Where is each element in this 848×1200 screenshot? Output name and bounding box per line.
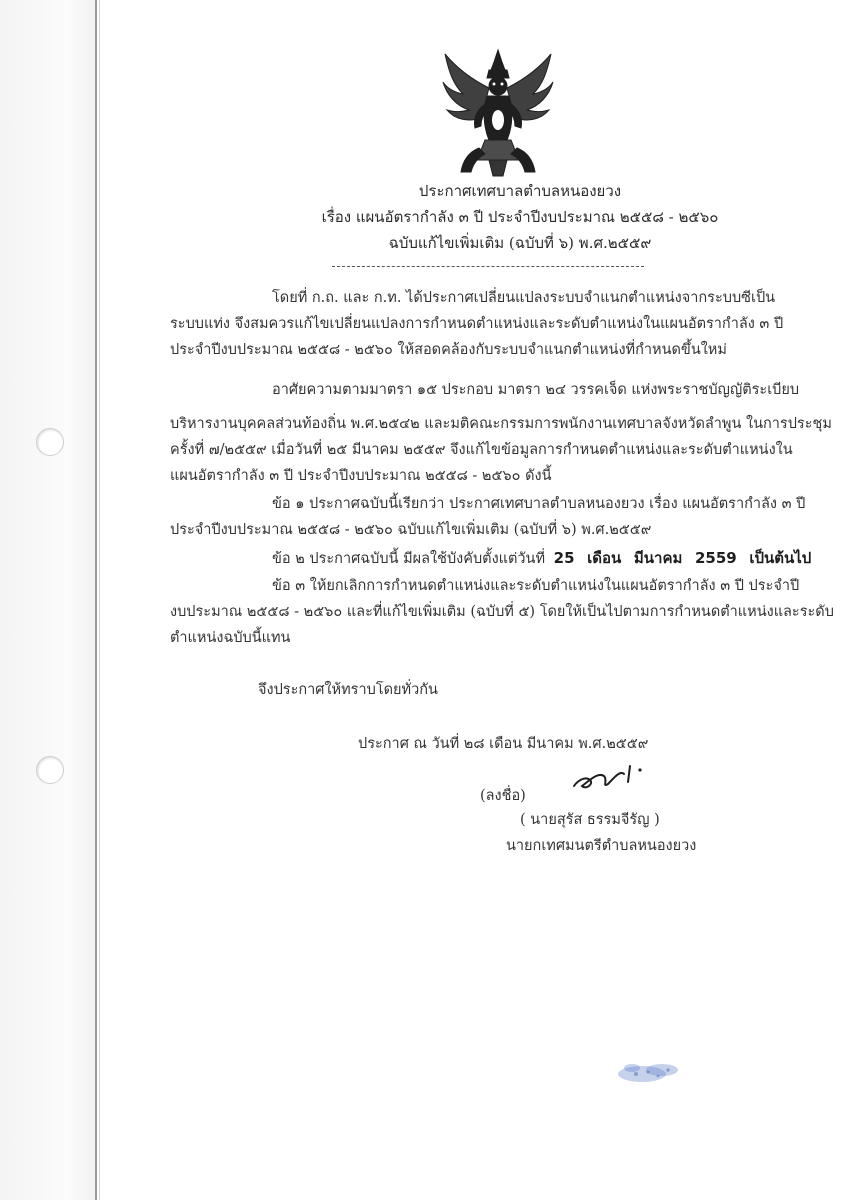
para2-line: บริหารงานบุคคลส่วนท้องถิ่น พ.ศ.๒๕๔๒ และมติคณะกรรมการพนักงานเทศบาลจังหวัดลำพูน ในการประชุม [170, 416, 832, 432]
para2-line: ครั้งที่ ๗/๒๕๕๙ เมื่อวันที่ ๒๕ มีนาคม ๒๕๕๙ จึงแก้ไขข้อมูลการกำหนดตำแหน่งและระดับตำแหน่งใน [170, 442, 793, 458]
clause3-line: ตำแหน่งฉบับนี้แทน [170, 630, 291, 646]
effective-month-label: เดือน [587, 549, 622, 567]
punch-hole-bottom [36, 756, 64, 784]
signature-icon [568, 762, 660, 796]
fold-line [95, 0, 97, 1200]
para1-line: ระบบแท่ง จึงสมควรแก้ไขเปลี่ยนแปลงการกำหนดตำแหน่งและระดับตำแหน่งในแผนอัตรากำลัง ๓ ปี [170, 316, 784, 332]
effective-suffix: เป็นต้นไป [749, 549, 812, 567]
signatory-name: ( นายสุรัส ธรรมจีรัญ ) [520, 812, 660, 828]
closing-statement: จึงประกาศให้ทราบโดยทั่วกัน [258, 682, 438, 698]
punch-hole-top [36, 428, 64, 456]
para2-line: แผนอัตรากำลัง ๓ ปี ประจำปีงบประมาณ ๒๕๕๘ - ๒๕๖๐ ดังนี้ [170, 468, 552, 484]
fold-line-secondary [99, 0, 100, 1200]
para2-line: อาศัยความตามมาตรา ๑๕ ประกอบ มาตรา ๒๔ วรรคเจ็ด แห่งพระราชบัญญัติระเบียบ [272, 382, 800, 398]
sign-label: (ลงชื่อ) [480, 788, 526, 804]
header-divider [332, 266, 644, 267]
clause3-line: ข้อ ๓ ให้ยกเลิกการกำหนดตำแหน่งและระดับตำแหน่งในแผนอัตรากำลัง ๓ ปี ประจำปี [272, 578, 800, 594]
clause2-line [272, 548, 815, 569]
announcement-subject: เรื่อง แผนอัตรากำลัง ๓ ปี ประจำปีงบประมาณ ๒๕๕๘ - ๒๕๖๐ [321, 208, 719, 226]
stamp-smudge [612, 1052, 692, 1092]
clause1-line: ประจำปีงบประมาณ ๒๕๕๘ - ๒๕๖๐ ฉบับแก้ไขเพิ่มเติม (ฉบับที่ ๖) พ.ศ.๒๕๕๙ [170, 522, 652, 538]
effective-month: มีนาคม [633, 549, 683, 567]
garuda-emblem-icon [439, 48, 557, 178]
effective-day: 25 [553, 549, 575, 567]
para1-line: โดยที่ ก.ถ. และ ก.ท. ได้ประกาศเปลี่ยนแปลงระบบจำแนกตำแหน่งจากระบบซีเป็น [272, 290, 776, 306]
effective-year: 2559 [694, 549, 737, 567]
para1-line: ประจำปีงบประมาณ ๒๕๕๘ - ๒๕๖๐ ให้สอดคล้องกับระบบจำแนกตำแหน่งที่กำหนดขึ้นใหม่ [170, 342, 727, 358]
clause3-line: งบประมาณ ๒๕๕๘ - ๒๕๖๐ และที่แก้ไขเพิ่มเติม (ฉบับที่ ๕) โดยให้เป็นไปตามการกำหนดตำแหน่งและระดับ [170, 604, 834, 620]
announcement-amendment: ฉบับแก้ไขเพิ่มเติม (ฉบับที่ ๖) พ.ศ.๒๕๕๙ [388, 234, 652, 252]
announcement-date: ประกาศ ณ วันที่ ๒๘ เดือน มีนาคม พ.ศ.๒๕๕๙ [358, 736, 649, 752]
signatory-position: นายกเทศมนตรีตำบลหนองยวง [506, 838, 697, 854]
clause1-line: ข้อ ๑ ประกาศฉบับนี้เรียกว่า ประกาศเทศบาลตำบลหนองยวง เรื่อง แผนอัตรากำลัง ๓ ปี [272, 496, 806, 512]
clause2-prefix: ข้อ ๒ ประกาศฉบับนี้ มีผลใช้บังคับตั้งแต่วันที่ [272, 551, 546, 567]
page-binding-edge [0, 0, 96, 1200]
announcement-title: ประกาศเทศบาลตำบลหนองยวง [418, 182, 622, 200]
